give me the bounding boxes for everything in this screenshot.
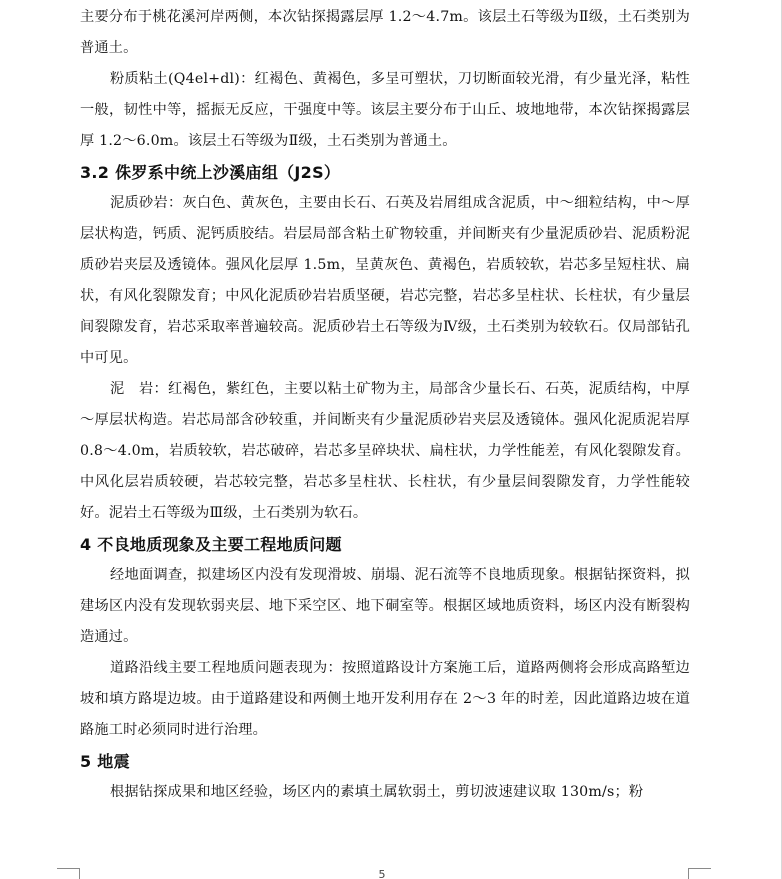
section-heading-3-2: 3.2 侏罗系中统上沙溪庙组（J2S） (80, 163, 341, 182)
paragraph-silty-clay: 粉质粘土(Q4el+dl)：红褐色、黄褐色，多呈可塑状，刀切断面较光滑，有少量光泽，粘性一般，韧性中等，摇振无反应，干强度中等。该层主要分布于山丘、坡地地带，本次钻探揭露层厚 1.2～6.0m。该层土石等级为Ⅱ级，土石类别为普通土。 (80, 71, 690, 149)
paragraph-survey: 经地面调查，拟建场区内没有发现滑坡、崩塌、泥石流等不良地质现象。根据钻探资料，拟建场区内没有发现软弱夹层、地下采空区、地下硐室等。根据区域地质资料，场区内没有断裂构造通过。 (80, 567, 690, 645)
paragraph-road-issues: 道路沿线主要工程地质问题表现为：按照道路设计方案施工后，道路两侧将会形成高路堑边坡和填方路堤边坡。由于道路建设和两侧土地开发利用存在 2～3 年的时差，因此道路边坡在道路施工时必须同时进行治理。 (80, 660, 690, 738)
paragraph-continued: 主要分布于桃花溪河岸两侧，本次钻探揭露层厚 1.2～4.7m。该层土石等级为Ⅱ级，土石类别为普通土。 (80, 9, 690, 56)
page-body (80, 2, 690, 808)
paragraph-mudstone: 泥 岩：红褐色，紫红色，主要以粘土矿物为主，局部含少量长石、石英，泥质结构，中厚～厚层状构造。岩芯局部含砂较重，并间断夹有少量泥质砂岩夹层及透镜体。强风化泥质泥岩厚 0.8～4.0m，岩质较软，岩芯破碎，岩芯多呈碎块状、扁柱状，力学性能差，有风化裂隙发育。中风化层岩质较硬，岩芯较完整，岩芯多呈柱状、长柱状，有少量层间裂隙发育，力学性能较好。泥岩土石等级为Ⅲ级，土石类别为软石。 (80, 381, 690, 521)
paragraph-muddy-sandstone: 泥质砂岩：灰白色、黄灰色，主要由长石、石英及岩屑组成含泥质，中～细粒结构，中～厚层状构造，钙质、泥钙质胶结。岩层局部含粘土矿物较重，并间断夹有少量泥质砂岩、泥质粉泥质砂岩夹层及透镜体。强风化层厚 1.5m，呈黄灰色、黄褐色，岩质较软，岩芯多呈短柱状、扁状，有风化裂隙发育；中风化泥质砂岩岩质坚硬，岩芯完整，岩芯多呈柱状、长柱状，有少量层间裂隙发育，岩芯采取率普遍较高。泥质砂岩土石等级为Ⅳ级，土石类别为较软石。仅局部钻孔中可见。 (80, 195, 690, 366)
section-heading-4: 4 不良地质现象及主要工程地质问题 (80, 535, 342, 554)
paragraph-earthquake: 根据钻探成果和地区经验，场区内的素填土属软弱土，剪切波速建议取 130m/s；粉 (110, 784, 644, 800)
section-heading-5: 5 地震 (80, 752, 130, 771)
margin-corner-mark-left (57, 868, 80, 879)
page-number: 5 (378, 868, 386, 879)
margin-corner-mark-right (688, 868, 711, 879)
